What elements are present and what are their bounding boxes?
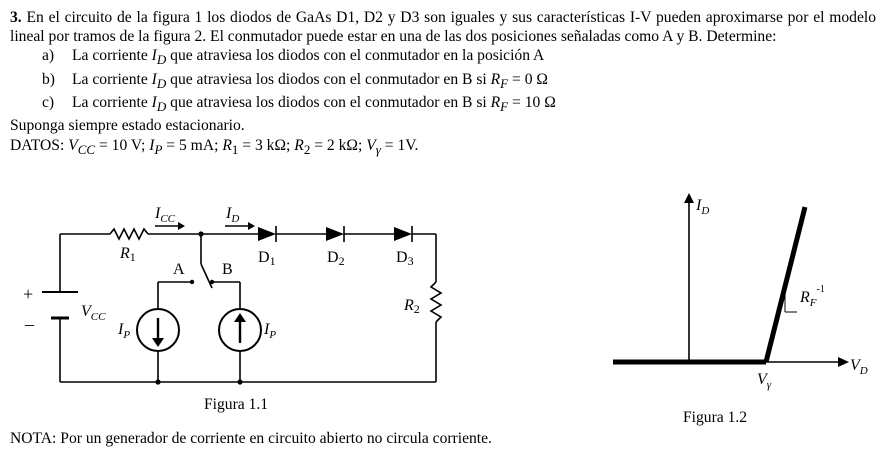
- label-d1: D1: [258, 249, 276, 268]
- label-plus: +: [23, 284, 34, 304]
- diode-d1: [258, 227, 276, 241]
- label-vgamma: $V_\gamma$: [757, 371, 772, 391]
- switch-contact-a: [190, 280, 194, 284]
- steady-state-note: Suponga siempre estado estacionario.: [10, 117, 245, 135]
- figure1-caption: Figura 1.1: [204, 396, 269, 413]
- label-d3: D3: [396, 249, 414, 268]
- figure2-caption: Figura 1.2: [683, 409, 748, 426]
- label-vcc: $V_{CC}$: [81, 303, 106, 323]
- footnote: NOTA: Por un generador de corriente en circuito abierto no circula corriente.: [10, 430, 492, 447]
- question-a: a) La corriente $I_D$ que atraviesa los diodos con el conmutador en la posición A: [42, 47, 545, 68]
- problem-intro: 3. En el circuito de la figura 1 los diodos de GaAs D1, D2 y D3 son iguales y sus características I-V pueden aproximarse por el modelo lineal por tramos de la figura 2. El conmutador puede estar en una de las dos posiciones señaladas como A y B. Determine:: [10, 9, 876, 46]
- resistor-r2: [431, 282, 441, 322]
- diode-d2: [326, 227, 344, 241]
- label-r1: R1: [120, 245, 136, 264]
- label-d2: D2: [327, 249, 345, 268]
- label-r2: R2: [404, 297, 420, 316]
- problem-number: 3.: [10, 9, 22, 26]
- label-a: A: [173, 261, 185, 278]
- iv-characteristic-graph: [613, 193, 868, 391]
- question-b: b) La corriente $I_D$ que atraviesa los diodos con el conmutador en B si $R_F = 0$ Ω: [42, 70, 548, 91]
- junction-node: [198, 231, 203, 236]
- label-b: B: [222, 261, 233, 278]
- iv-slope-segment: [766, 207, 805, 362]
- label-rf-inverse: $R_F^{-1}$: [800, 284, 825, 309]
- label-ip-left: $I_P$: [118, 321, 131, 341]
- question-c: c) La corriente $I_D$ que atraviesa los diodos con el conmutador en B si $R_F = 10$ Ω: [42, 94, 556, 115]
- label-icc: $I_{CC}$: [155, 205, 176, 225]
- resistor-r1: [110, 229, 148, 239]
- label-axis-vd: $V_D$: [850, 357, 868, 377]
- switch-contact-b: [210, 280, 214, 284]
- label-minus: –: [25, 314, 34, 334]
- label-id: $I_D$: [226, 205, 240, 225]
- label-ip-right: $I_P$: [264, 321, 277, 341]
- diode-d3: [394, 227, 412, 241]
- label-axis-id: $I_D$: [696, 197, 710, 217]
- data-line: DATOS: $V_{CC} = 10$ V; $I_P = 5$ mA; $R_1 = 3$ kΩ; $R_2 = 2$ kΩ; $V_\gamma = 1V$.: [10, 136, 419, 157]
